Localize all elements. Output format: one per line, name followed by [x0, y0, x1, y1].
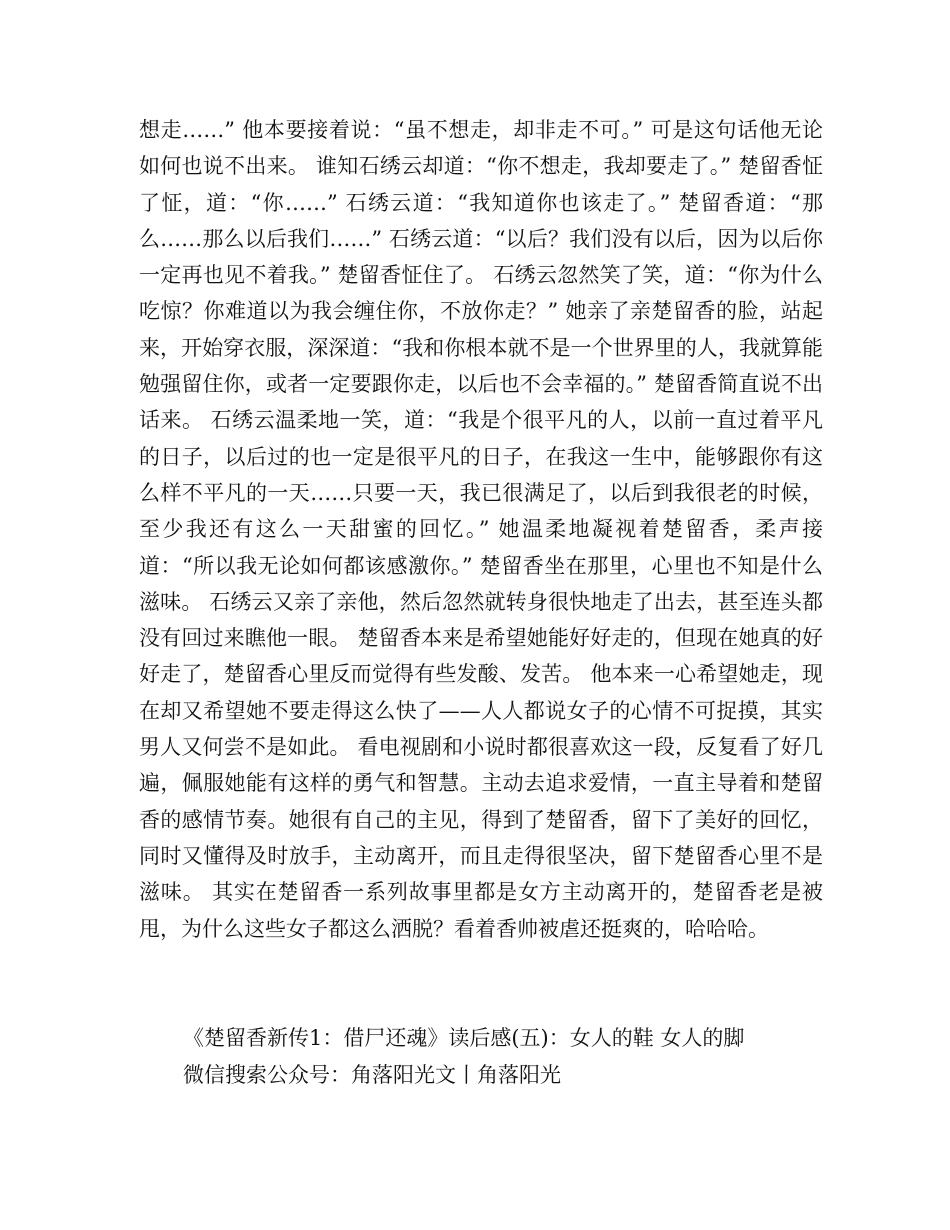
- wechat-search-line: 微信搜索公众号：角落阳光文丨角落阳光: [183, 1063, 561, 1087]
- review-paragraph: 想走……” 他本要接着说：“虽不想走，却非走不可。” 可是这句话他无论如何也说不出来。 谁知石绣云却道：“你不想走，我却要走了。” 楚留香怔了怔，道：“你……” 石绣云道：“我知道你也该走了。” 楚留香道：“那么……那么以后我们……” 石绣云道：“以后？我们没有以后，因为以后你一定再也见不着我。” 楚留香怔住了。 石绣云忽然笑了笑，道：“你为什么吃惊？你难道以为我会缠住你，不放你走？” 她亲了亲楚留香的脸，站起来，开始穿衣服，深深道：“我和你根本就不是一个世界里的人，我就算能勉强留住你，或者一定要跟你走，以后也不会幸福的。” 楚留香简直说不出话来。 石绣云温柔地一笑，道：“我是个很平凡的人，以前一直过着平凡的日子，以后过的也一定是很平凡的日子，在我这一生中，能够跟你有这么样不平凡的一天……只要一天，我已很满足了，以后到我很老的时候，至少我还有这么一天甜蜜的回忆。” 她温柔地凝视着楚留香，柔声接道：“所以我无论如何都该感激你。” 楚留香坐在那里，心里也不知是什么滋味。 石绣云又亲了亲他，然后忽然就转身很快地走了出去，甚至连头都没有回过来瞧他一眼。 楚留香本来是希望她能好好走的，但现在她真的好好走了，楚留香心里反而觉得有些发酸、发苦。 他本来一心希望她走，现在却又希望她不要走得这么快了——人人都说女子的心情不可捉摸，其实男人又何尝不是如此。 看电视剧和小说时都很喜欢这一段，反复看了好几遍，佩服她能有这样的勇气和智慧。主动去追求爱情，一直主导着和楚留香的感情节奏。她很有自己的主见，得到了楚留香，留下了美好的回忆，同时又懂得及时放手，主动离开，而且走得很坚决，留下楚留香心里不是滋味。 其实在楚留香一系列故事里都是女方主动离开的，楚留香老是被甩，为什么这些女子都这么洒脱？看着香帅被虐还挺爽的，哈哈哈。: [139, 118, 823, 941]
- next-article-title: 《楚留香新传1：借尸还魂》读后感(五)：女人的鞋 女人的脚: [183, 1026, 745, 1050]
